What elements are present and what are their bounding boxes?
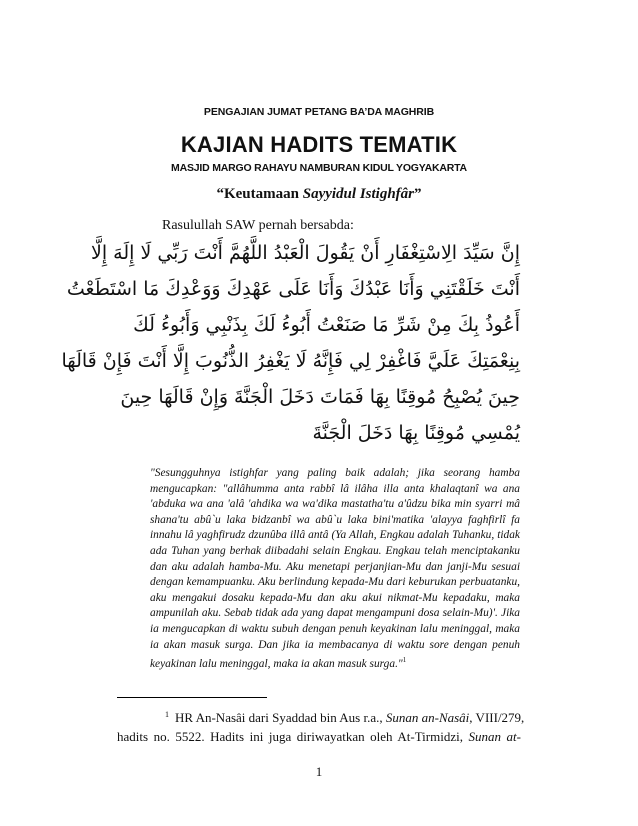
header-location-line: MASJID MARGO RAHAYU NAMBURAN KIDUL YOGYAKARTA: [171, 162, 467, 174]
intro-text: Rasulullah SAW pernah bersabda:: [162, 218, 354, 233]
arabic-line-6: يُمْسِي مُوقِنًا بِهَا دَخَلَ الْجَنَّةَ: [312, 422, 520, 444]
subtitle-open: “Keutamaan: [216, 186, 303, 202]
footnote-reference[interactable]: 1: [402, 656, 407, 665]
footnote-line-2: [117, 729, 521, 745]
footnote-separator: [117, 697, 267, 698]
subtitle: [0, 186, 638, 203]
footnote-source-italic: Sunan an-Nasâi: [385, 710, 470, 725]
subtitle-close: ”: [414, 186, 422, 202]
arabic-line-4: بِنِعْمَتِكَ عَلَيَّ فَاغْفِرْ لِي فَإِنَّهُ لَا يَغْفِرُ الذُّنُوبَ إِلَّا أَنْتَ فَإِنْ قَالَهَا: [61, 350, 520, 372]
footnote-text-a: HR An-Nasâi dari Syaddad bin Aus r.a.,: [175, 710, 386, 725]
arabic-line-2: أَنْتَ خَلَقْتَنِي وَأَنَا عَبْدُكَ وَأَنَا عَلَى عَهْدِكَ وَوَعْدِكَ مَا اسْتَطَعْتُ: [66, 278, 520, 300]
arabic-line-1: إِنَّ سَيِّدَ الِاسْتِغْفَارِ أَنْ يَقُولَ الْعَبْدُ اللَّهُمَّ أَنْتَ رَبِّي لَا إِلَهَ إِلَّا: [91, 242, 520, 264]
arabic-line-5: حِينَ يُصْبِحُ مُوقِنًا بِهَا فَمَاتَ دَخَلَ الْجَنَّةَ وَإِنْ قَالَهَا حِينَ: [120, 386, 520, 408]
translation-paragraph: [150, 466, 520, 673]
footnote-text-b: , VIII/279,: [469, 710, 525, 725]
footnote-number: 1: [165, 710, 169, 719]
arabic-line-3: أَعُوذُ بِكَ مِنْ شَرِّ مَا صَنَعْتُ أَبُوءُ لَكَ بِذَنْبِي وَأَبُوءُ لَكَ: [133, 314, 520, 336]
footnote-line-1: [117, 710, 525, 726]
page-title: KAJIAN HADITS TEMATIK: [180, 132, 458, 157]
header-institution-line: PENGAJIAN JUMAT PETANG BA’DA MAGHRIB: [203, 106, 435, 118]
subtitle-italic: Sayyidul Istighfâr: [302, 186, 415, 202]
footnote-line2-text: hadits no. 5522. Hadits ini juga diriwayatkan oleh At-Tirmidzi,: [117, 729, 469, 744]
translation-text: "Sesungguhnya istighfar yang paling baik adalah; jika seorang hamba mengucapkan: "allâhumma anta rabbî lâ ilâha illa anta khalaqtanî wa ana 'abduka wa ana 'alâ 'ahdika wa wa'dika mastatha'tu a'ûdzu bika min syarri mâ shana'tu abû`u laka bidzanbî wa abû`u laka bini'matika 'alayya faghfirlî fa innahu lâ yaghfirudz dzunûba illâ antâ (Ya Allah, Engkau adalah Tuhanku, tidak ada Tuhan yang berhak diibadahi selain Engkau. Engkau telah menciptakanku dan aku adalah hamba-Mu. Aku menetapi perjanjian-Mu dan janji-Mu sesuai dengan kemampuanku. Aku berlindung kepada-Mu dari keburukan perbuatanku, aku mengakui dosaku kepada-Mu dan aku akui nikmat-Mu kepadaku, maka ampunilah aku. Sebab tidak ada yang dapat mengampuni dosa selain-Mu)'. Jika ia mengucapkan di waktu subuh dengan penuh keyakinan lalu meninggal, maka ia akan masuk surga. Dan jika ia membacanya di waktu sore dengan penuh keyakinan lalu meninggal, maka ia akan masuk surga.": [150, 467, 520, 670]
page-number: 1: [315, 764, 323, 779]
footnote-line2-italic: Sunan at-: [468, 729, 521, 744]
